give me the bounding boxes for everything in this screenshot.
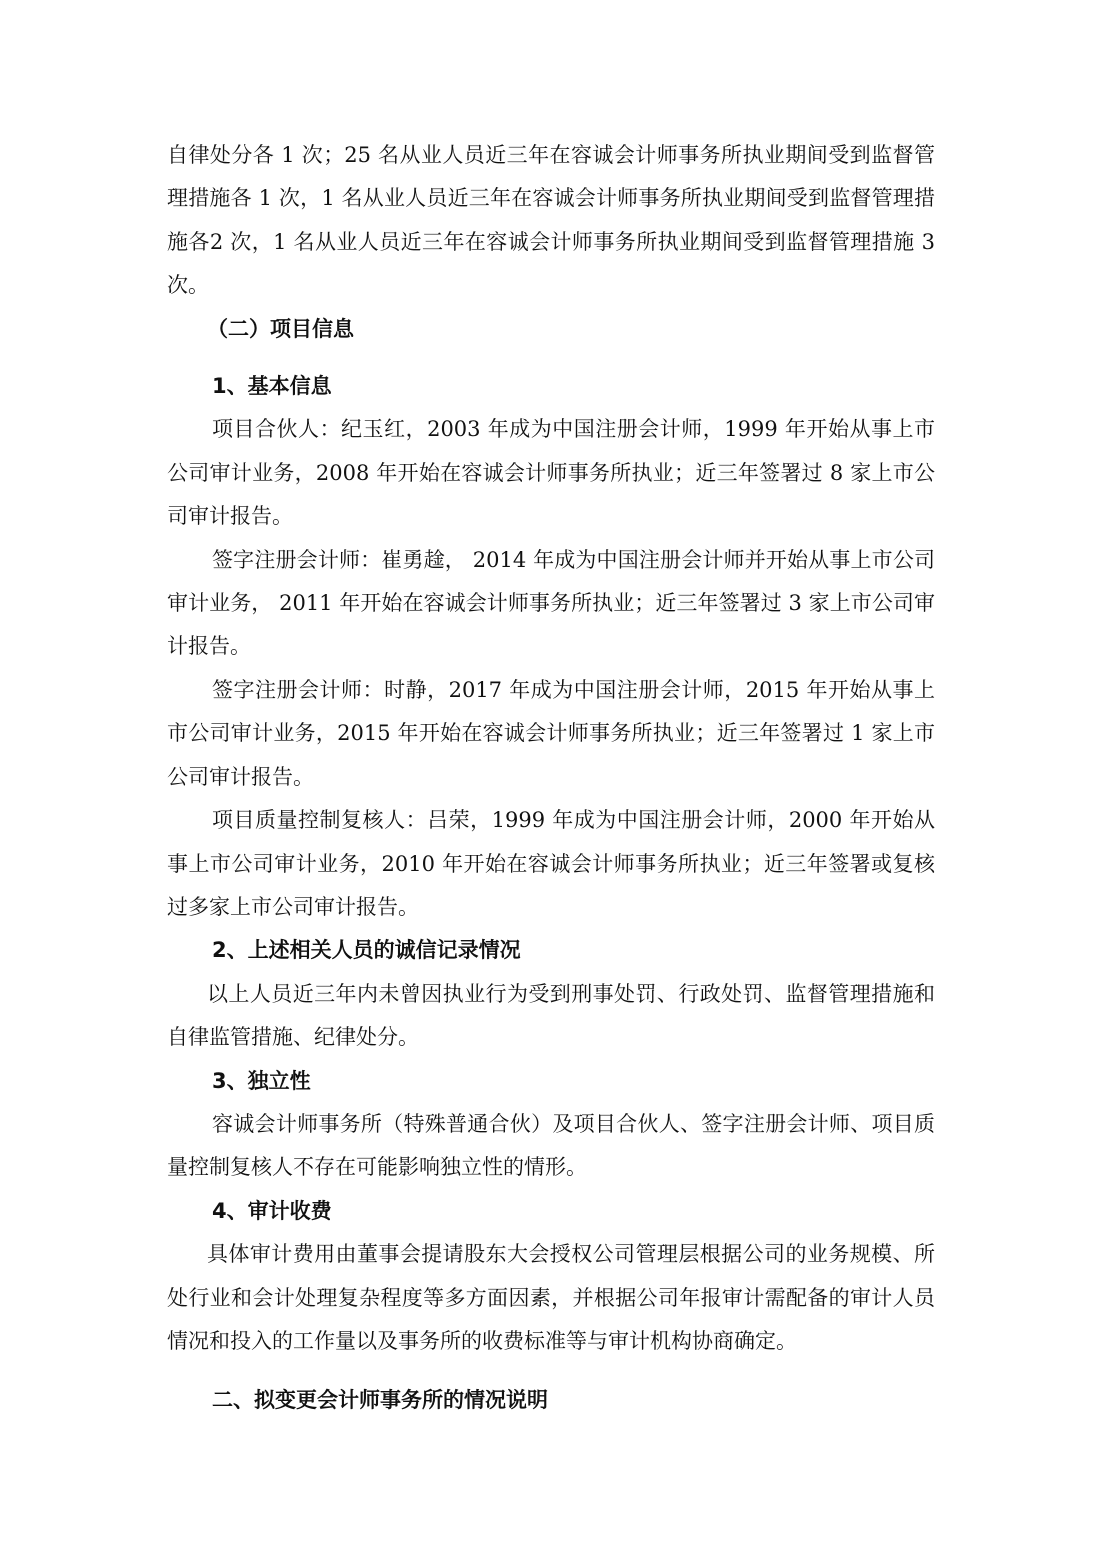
signing-cpa-2-paragraph: 签字注册会计师：时静，2017 年成为中国注册会计师，2015 年开始从事上市公司审计业务，2015 年开始在容诚会计师事务所执业；近三年签署过 1 家上市公司审计报告。 bbox=[167, 677, 935, 789]
heading-integrity-record: 2、上述相关人员的诚信记录情况 bbox=[212, 938, 521, 963]
independence-paragraph: 容诚会计师事务所（特殊普通合伙）及项目合伙人、签字注册会计师、项目质量控制复核人不存在可能影响独立性的情形。 bbox=[167, 1111, 935, 1180]
project-partner-paragraph: 项目合伙人：纪玉红，2003 年成为中国注册会计师，1999 年开始从事上市公司审计业务，2008 年开始在容诚会计师事务所执业；近三年签署过 8 家上市公司审计报告。 bbox=[167, 417, 935, 529]
heading-audit-fee: 4、审计收费 bbox=[212, 1198, 332, 1223]
quality-reviewer-paragraph: 项目质量控制复核人：吕荣，1999 年成为中国注册会计师，2000 年开始从事上市公司审计业务，2010 年开始在容诚会计师事务所执业；近三年签署或复核过多家上市公司审计报告。 bbox=[167, 808, 935, 919]
intro-paragraph: 自律处分各 1 次；25 名从业人员近三年在容诚会计师事务所执业期间受到监督管理措施各 1 次，1 名从业人员近三年在容诚会计师事务所执业期间受到监督管理措施各2 次，1 名从业人员近三年在容诚会计师事务所执业期间受到监督管理措施 3 次。 bbox=[167, 143, 935, 298]
heading-basic-info: 1、基本信息 bbox=[212, 374, 332, 399]
heading-change-explanation: 二、拟变更会计师事务所的情况说明 bbox=[212, 1388, 548, 1413]
heading-project-info: （二）项目信息 bbox=[207, 316, 354, 341]
audit-fee-paragraph: 具体审计费用由董事会提请股东大会授权公司管理层根据公司的业务规模、所处行业和会计处理复杂程度等多方面因素，并根据公司年报审计需配备的审计人员情况和投入的工作量以及事务所的收费标准等与审计机构协商确定。 bbox=[167, 1242, 935, 1353]
signing-cpa-1-paragraph: 签字注册会计师：崔勇趛， 2014 年成为中国注册会计师并开始从事上市公司审计业务， 2011 年开始在容诚会计师事务所执业；近三年签署过 3 家上市公司审计报告。 bbox=[167, 547, 935, 659]
integrity-paragraph: 以上人员近三年内未曾因执业行为受到刑事处罚、行政处罚、监督管理措施和自律监管措施、纪律处分。 bbox=[167, 981, 935, 1050]
heading-independence: 3、独立性 bbox=[212, 1068, 311, 1093]
document-page bbox=[167, 134, 935, 1423]
